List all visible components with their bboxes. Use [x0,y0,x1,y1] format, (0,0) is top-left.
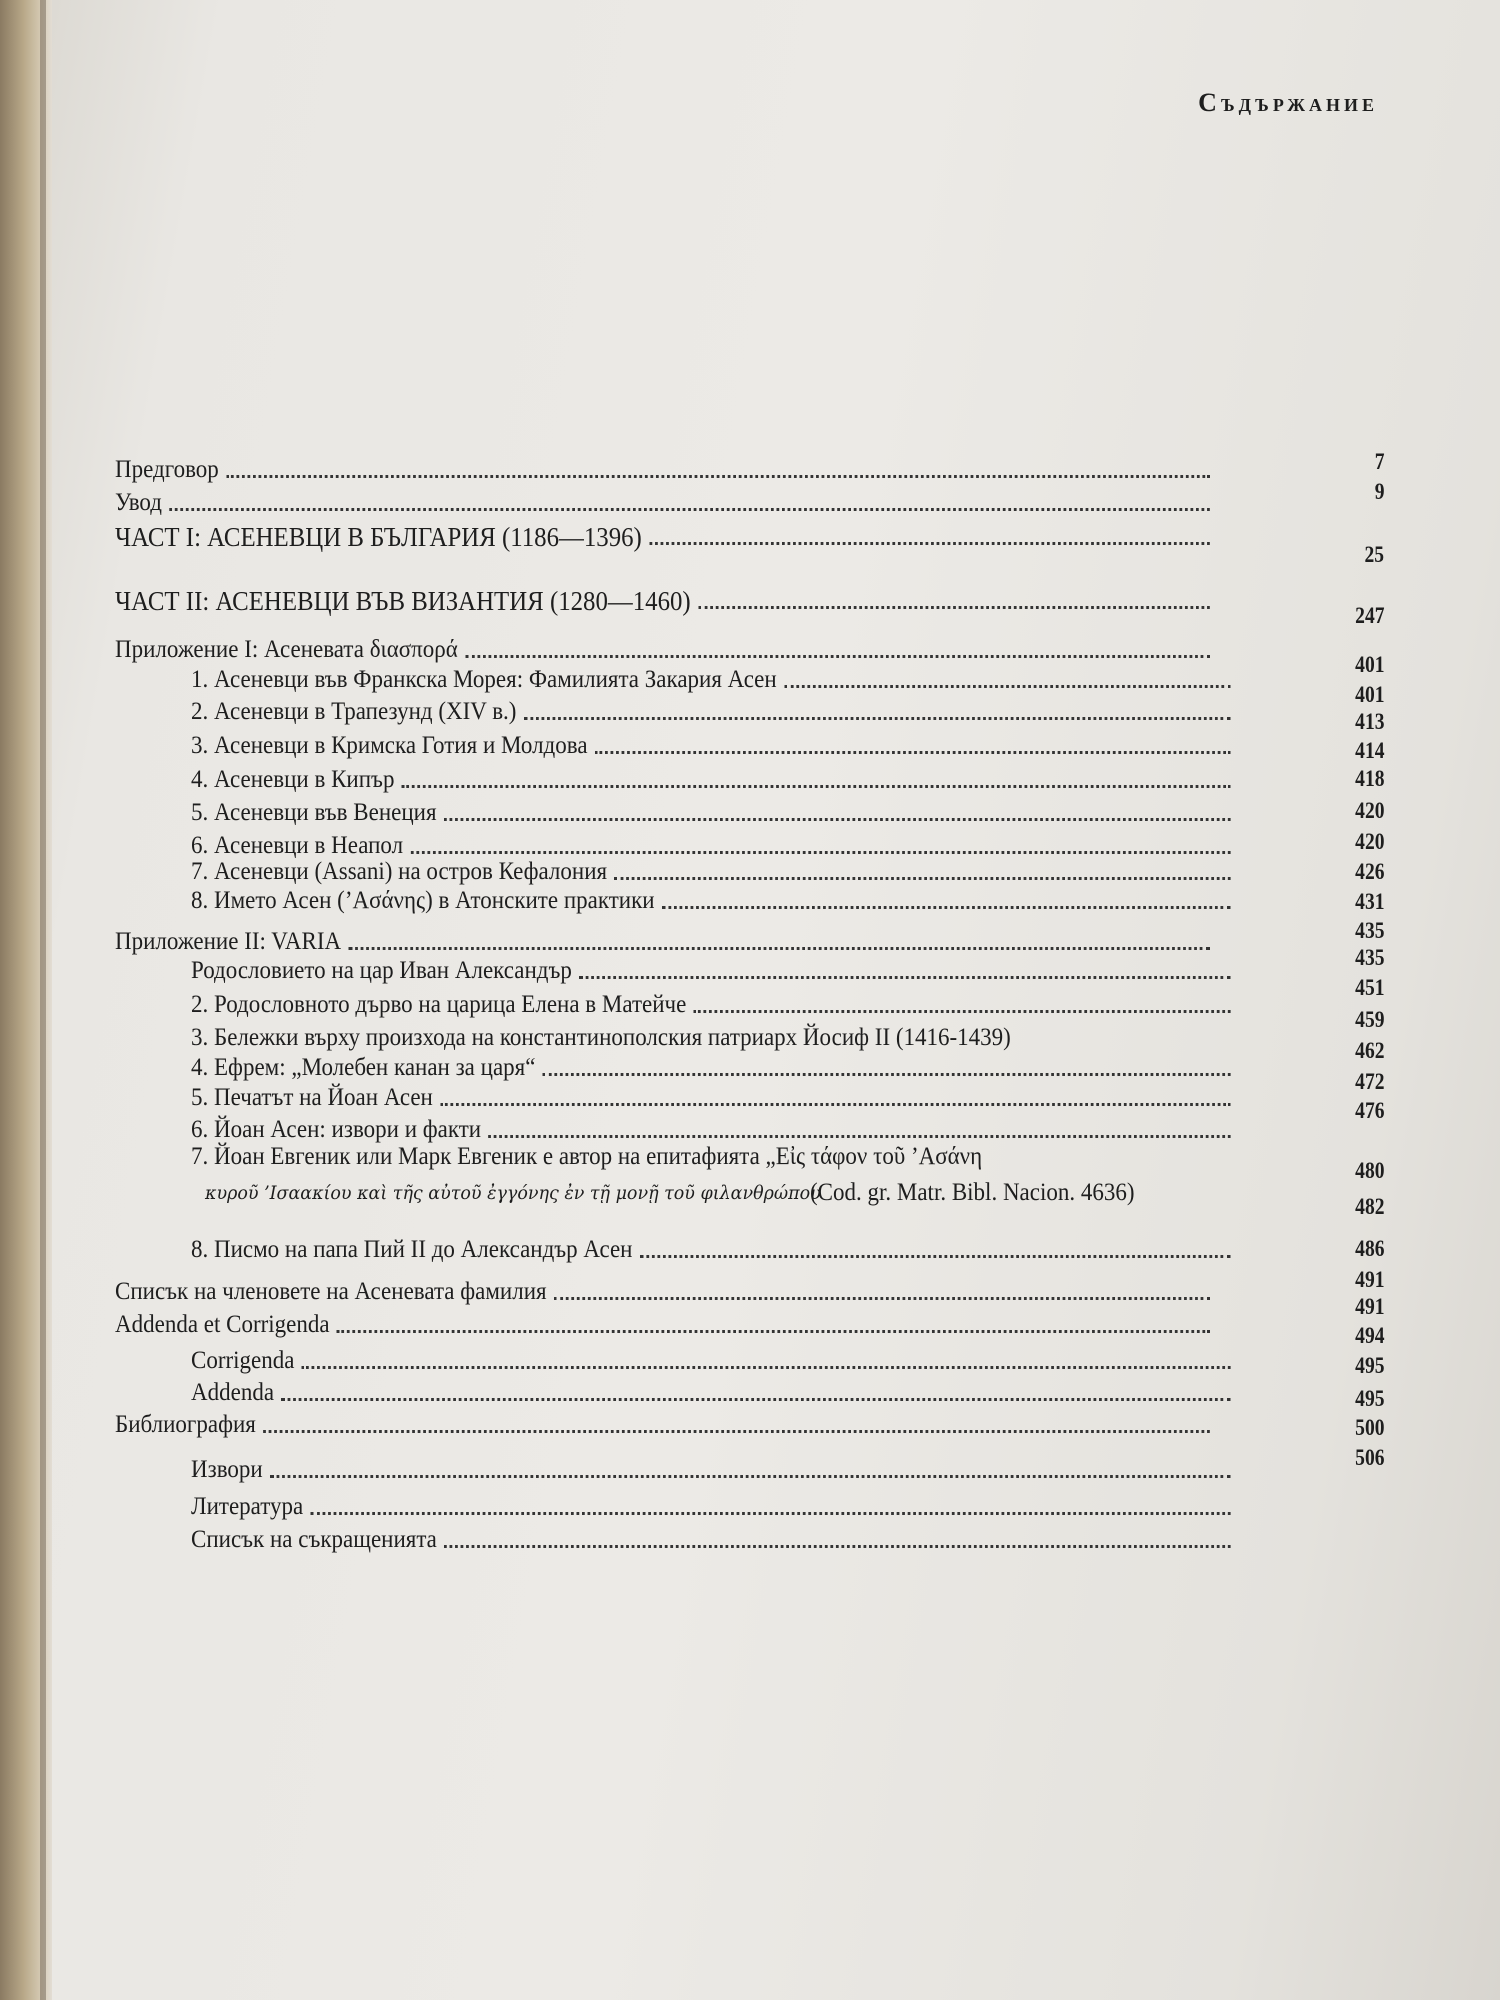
toc-entry-title: 3. Асеневци в Кримска Готия и Молдова [191,732,588,759]
page-title: Съдържание [1198,88,1378,117]
toc-entry [191,1023,1231,1053]
page-number: 413 [1354,709,1384,734]
toc-entry [191,886,1231,916]
page-number: 495 [1354,1386,1384,1411]
page-number: 414 [1354,738,1384,763]
toc-entry-title: 4. Асеневци в Кипър [191,766,395,793]
toc-entry [115,635,1210,665]
toc-entry [115,522,1210,552]
page-number: 25 [1364,542,1384,567]
toc-entry-title: 3. Бележки върху произхода на константинополския патриарх Йосиф II (1416-1439) [191,1024,1011,1051]
dot-leader [488,1135,1230,1138]
toc-entry-title: 5. Печатът на Йоан Асен [191,1084,433,1111]
dot-leader [784,685,1231,688]
dot-leader [524,717,1231,720]
toc-entry-title: 4. Ефрем: „Молебен канан за царя“ [191,1054,536,1081]
toc-entry-title: 7. Асеневци (Assani) на остров Кефалония [191,858,608,885]
page-number: 401 [1354,682,1384,707]
dot-leader [440,1103,1230,1106]
toc-entry [115,488,1210,518]
page-number: 494 [1354,1323,1384,1348]
page-number: 480 [1354,1158,1384,1183]
toc-entry-title: 2. Асеневци в Трапезунд (XIV в.) [191,698,517,725]
toc-entry-title: 6. Йоан Асен: извори и факти [191,1116,482,1143]
toc-entry-title: (Cod. gr. Matr. Bibl. Nacion. 4636) [810,1179,1135,1206]
toc-entry-title: 2. Родословното дърво на царица Елена в Матейче [191,991,687,1018]
dot-leader [402,785,1231,788]
toc-entry [115,1410,1210,1440]
page-number: 506 [1354,1445,1384,1470]
toc-entry [115,1277,1210,1307]
toc-entry [191,765,1231,795]
dot-leader [640,1255,1231,1258]
toc-entry [191,1235,1231,1265]
dot-leader [694,1010,1231,1013]
dot-leader [311,1512,1231,1515]
page-number: 247 [1354,603,1384,628]
page-number: 401 [1354,652,1384,677]
page-number: 486 [1354,1236,1384,1261]
dot-leader [698,606,1210,609]
toc-entry-title: Списък на членовете на Асеневата фамилия [115,1278,547,1305]
toc-entry-title: ЧАСТ I: АСЕНЕВЦИ В БЪЛГАРИЯ (1186—1396) [115,522,642,552]
toc-entry [191,665,1231,695]
toc-entry-title: Приложение I: Асеневата διασπορά [115,636,458,663]
toc-entry-title: Литература [191,1493,304,1520]
dot-leader [281,1398,1230,1401]
dot-leader [579,976,1230,979]
toc-entry-title: 7. Йоан Евгеник или Марк Евгеник е автор на епитафията „Εἰς τάφον τοῦ ’Ασάνη [191,1143,983,1170]
page-number: 500 [1354,1415,1384,1440]
toc-entry [191,956,1231,986]
toc-entry-title: Addenda et Corrigenda [115,1311,330,1338]
page-number: 491 [1354,1294,1384,1319]
toc-entry [191,1053,1231,1083]
toc-entry-title: Corrigenda [191,1347,295,1374]
dot-leader [348,947,1209,950]
toc-entry-title: Родословието на цар Иван Александър [191,957,572,984]
toc-entry [191,1492,1231,1522]
toc-entry [191,731,1231,761]
dot-leader [465,655,1210,658]
dot-leader [614,877,1230,880]
toc-entry-title: Приложение II: VARIA [115,928,342,955]
toc-entry-title: 8. Писмо на папа Пий II до Александър Асен [191,1236,633,1263]
toc-entry-title: Addenda [191,1379,275,1406]
page-number: 472 [1354,1069,1384,1094]
toc-entry [115,455,1210,485]
page-number: 491 [1354,1267,1384,1292]
page-number: 418 [1354,766,1384,791]
page-number: 451 [1354,975,1384,1000]
toc-entry-title: Списък на съкращенията [191,1526,437,1553]
toc-entry-title: 8. Името Асен (’Ασάνης) в Атонските практики [191,887,655,914]
dot-leader [595,751,1231,754]
page-edge [40,0,46,2000]
dot-leader [410,851,1230,854]
toc-entry-title: 5. Асеневци във Венеция [191,799,437,826]
toc-entry-title: Предговор [115,456,219,483]
toc-entry [191,1115,1231,1145]
toc-entry [191,1083,1231,1113]
page-number: 420 [1354,829,1384,854]
dot-leader [337,1330,1210,1333]
dot-leader [662,906,1231,909]
toc-entry [191,1455,1231,1485]
dot-leader [270,1475,1231,1478]
toc-entry-title: Увод [115,489,162,516]
dot-leader [263,1430,1210,1433]
dot-leader [649,542,1210,545]
toc-entry [115,927,1210,957]
page-number: 495 [1354,1353,1384,1378]
toc-entry-title: 1. Асеневци във Франкска Морея: Фамилията Закария Асен [191,666,777,693]
toc-entry [115,1310,1210,1340]
toc-entry-title: 6. Асеневци в Неапол [191,832,404,859]
page-number: 459 [1354,1007,1384,1032]
page-number: 482 [1354,1194,1384,1219]
page-number: 9 [1374,479,1384,504]
page-number: 476 [1354,1098,1384,1123]
dot-leader [543,1073,1231,1076]
toc-entry [191,1142,1231,1172]
toc-entry-title: Библиография [115,1411,256,1438]
toc-entry [810,1178,1135,1208]
dot-leader [302,1366,1231,1369]
toc-entry-title: ЧАСТ II: АСЕНЕВЦИ ВЪВ ВИЗАНТИЯ (1280—1460) [115,586,691,616]
page-number: 431 [1354,889,1384,914]
toc-entry [191,1525,1231,1555]
dot-leader [226,475,1210,478]
toc-entry [191,697,1231,727]
toc-entry [191,990,1231,1020]
toc-entry-title: κυροῦ ’Ισαακίου καὶ τῆς αὐτοῦ ἐγγόνης ἐν τῇ μονῇ τοῦ φιλανθρώπου [205,1182,821,1204]
dot-leader [444,1545,1230,1548]
page-number: 426 [1354,859,1384,884]
page-number: 435 [1354,945,1384,970]
dot-leader [444,818,1231,821]
dot-leader [554,1297,1210,1300]
page-number: 7 [1374,449,1384,474]
toc-entry [191,1346,1231,1376]
toc-entry [191,798,1231,828]
toc-entry [115,586,1210,616]
toc-entry [191,1378,1231,1408]
toc-entry-title: Извори [191,1456,263,1483]
page-number: 435 [1354,918,1384,943]
dot-leader [169,508,1210,511]
page-number: 420 [1354,798,1384,823]
toc-entry [191,857,1231,887]
page-number: 462 [1354,1038,1384,1063]
